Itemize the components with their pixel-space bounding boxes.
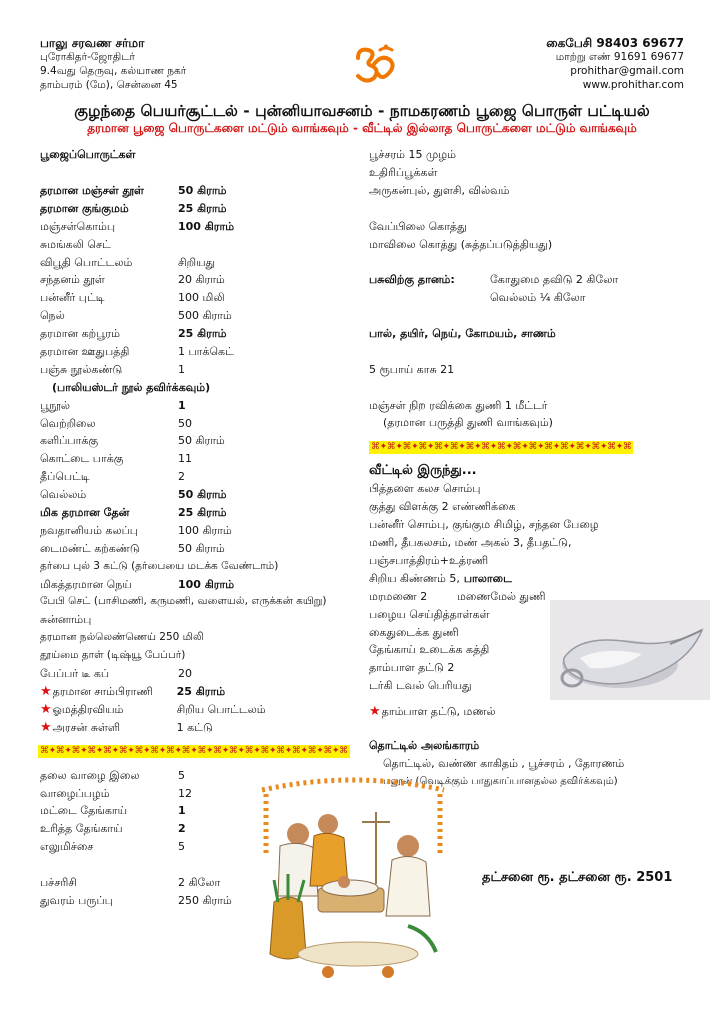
- item-name: தரமான குங்குமம்: [40, 201, 129, 215]
- list-item: [40, 558, 350, 576]
- item-name: தர்பை புல் 3 கட்டு (தர்பையை மடக்க வேண்டாம்): [40, 559, 279, 572]
- item-name: பேபி செட் (பாசிமணி, கருமணி, வளையல், எருக்கன் கயிறு): [40, 595, 327, 608]
- item-name: பஞ்சு நூல்கண்டு: [40, 362, 123, 376]
- item-quantity: 250 கிராம்: [178, 893, 232, 907]
- item-quantity: 100 கிராம்: [178, 219, 235, 233]
- silver-lamp-image: [550, 600, 710, 700]
- item-name: தூய்மை தாள் (டிஷ்யூ பேப்பர்): [40, 649, 186, 662]
- item-quantity: 100 மிலி: [178, 291, 225, 305]
- item-name: நவதானியம் கலப்பு: [40, 523, 138, 537]
- item-quantity: 500 கிராம்: [178, 309, 232, 323]
- item-quantity: 20 கிராம்: [178, 273, 225, 287]
- cow-donation-label: பசுவிற்கு தானம்:: [369, 273, 455, 287]
- item-name: மஞ்சள்கொம்பு: [40, 219, 116, 233]
- item-name: கொட்டை பாக்கு: [40, 452, 124, 466]
- dakshina-amount: தட்சனை ரூ. தட்சனை ரூ. 2501: [482, 870, 673, 885]
- item-name: களிப்பாக்கு: [40, 434, 99, 448]
- item-name: சுன்னாம்பு: [40, 613, 92, 627]
- item-name: மிக தரமான தேன்: [40, 506, 130, 520]
- list-item: பித்தளை கலச சொம்பு: [369, 482, 481, 496]
- milk-spoon: பாலாடை: [463, 571, 512, 585]
- item-name: சந்தனம் தூள்: [40, 273, 105, 287]
- header-contact-left: [40, 36, 186, 92]
- section-heading: பூஜைப்பொருட்கள்: [40, 148, 136, 161]
- item-name: பூநூல்: [40, 398, 70, 412]
- decorative-divider: ⌘✦⌘✦⌘✦⌘✦⌘✦⌘✦⌘✦⌘✦⌘✦⌘✦⌘✦⌘✦⌘✦⌘✦⌘✦⌘✦⌘✦⌘✦⌘✦⌘: [40, 746, 348, 757]
- item-name: நெல்: [40, 309, 65, 323]
- item-quantity: 11: [178, 452, 192, 466]
- cow-donation: [369, 271, 689, 289]
- header-contact-right: [546, 36, 684, 92]
- item-name: வெற்றிலை: [40, 416, 96, 430]
- item-name: தரமான ஊதுபத்தி: [40, 345, 130, 359]
- plate-sand: தாம்பாள தட்டு, மணல்: [381, 705, 496, 719]
- list-item: [40, 611, 350, 629]
- puja-items-list: [40, 182, 350, 737]
- list-item: [40, 379, 350, 397]
- star-icon: ★: [369, 704, 381, 720]
- list-item: டர்கி டவல் பெரியது: [369, 679, 472, 693]
- item-quantity: சிறியது: [178, 255, 216, 269]
- item-name: பேப்பர் டீ கப்: [40, 667, 110, 681]
- website: www.prohithar.com: [582, 79, 684, 91]
- blouse-cloth: மஞ்சள் நிற ரவிக்கை துணி 1 மீட்டர்: [369, 398, 548, 412]
- item-name: எலுமிச்சை: [40, 840, 94, 854]
- list-item: [40, 450, 350, 468]
- priest-name: பாலு சரவண சர்மா: [40, 36, 145, 50]
- divider-row: [40, 737, 350, 767]
- list-item: [40, 629, 350, 647]
- flower-string: பூச்சரம் 15 முழம்: [369, 148, 456, 161]
- item-quantity: 1 கட்டு: [176, 720, 213, 734]
- star-icon: ★: [40, 701, 52, 717]
- item-name: தரமான நல்லெண்ணெய் 250 மிலி: [40, 631, 204, 644]
- item-name: சுமங்கலி செட்: [40, 237, 111, 251]
- item-name: மிகத்தரமான நெய்: [40, 577, 132, 591]
- item-name: வாழைப்பழம்: [40, 786, 110, 800]
- list-item: கைதுடைக்க துணி: [369, 625, 459, 639]
- item-quantity: 50 கிராம்: [178, 488, 227, 502]
- list-item: [40, 593, 350, 611]
- list-item: பழைய செய்தித்தாள்கள்: [369, 607, 490, 621]
- item-quantity: 50 கிராம்: [178, 434, 225, 448]
- loose-flowers: உதிரிப்பூக்கள்: [369, 165, 438, 179]
- item-quantity: சிறிய பொட்டலம்: [176, 702, 266, 716]
- item-quantity: 2: [178, 470, 185, 484]
- dairy-items: பால், தயிர், நெய், கோமயம், சாணம்: [369, 326, 556, 340]
- item-name: தரமான கற்பூரம்: [40, 327, 120, 341]
- item-quantity: 1 பாக்கெட்: [178, 345, 234, 359]
- list-item: [40, 397, 350, 415]
- list-item: குத்து விளக்கு 2 எண்ணிக்கை: [369, 500, 516, 514]
- item-name: ஓமத்திரவியம்: [52, 702, 124, 716]
- list-item: [40, 468, 350, 486]
- item-quantity: 50 கிராம்: [178, 541, 225, 555]
- list-item: மணி, தீபகலசம், மண் அகல் 3, தீபதட்டு,: [369, 536, 572, 550]
- list-item: [40, 182, 350, 200]
- om-symbol-icon: [352, 44, 398, 84]
- item-quantity: 5: [178, 768, 185, 782]
- list-item: [40, 343, 350, 361]
- item-name: டைமண்ட் கற்கண்டு: [40, 541, 140, 555]
- naming-ceremony-illustration: [258, 776, 448, 994]
- item-name: பன்னீர் புட்டி: [40, 291, 105, 305]
- list-item: [40, 540, 350, 558]
- item-name: தலை வாழை இலை: [40, 768, 140, 782]
- item-name: (பாலியஸ்டர் நூல் தவிர்க்கவும்): [52, 380, 211, 394]
- list-item: தாம்பாள தட்டு 2: [369, 661, 455, 675]
- home-items-list: [369, 480, 689, 570]
- balloon-note: பலூன் (வெடிக்கும் பாதுகாப்பானதல்ல தவிர்க்கவும்): [383, 775, 618, 787]
- list-item: [40, 576, 350, 594]
- neem-leaves: வேப்பிலை கொத்து: [369, 219, 467, 233]
- item-name: பச்சரிசி: [40, 876, 77, 890]
- list-item: [40, 504, 350, 522]
- item-quantity: 25 கிராம்: [178, 506, 227, 520]
- blouse-cloth-note: (தரமான பருத்தி துணி வாங்கவும்): [383, 416, 553, 430]
- address-line-1: 9.4வது தெருவு, கல்யாண நகர்: [40, 65, 187, 77]
- item-name: தீப்பெட்டி: [40, 470, 90, 484]
- cow-donation-item-1: கோதுமை தவிடு 2 கிலோ: [490, 273, 619, 287]
- item-quantity: 2: [178, 822, 186, 836]
- list-item: [40, 486, 350, 504]
- cow-donation-item-2: வெல்லம் ¼ கிலோ: [490, 291, 586, 305]
- list-item: [40, 307, 350, 325]
- wooden-plank: மரமணை 2: [369, 589, 428, 603]
- cradle-heading: தொட்டில் அலங்காரம்: [369, 739, 480, 753]
- item-name: தரமான மஞ்சள் தூள்: [40, 184, 144, 197]
- item-quantity: 12: [178, 786, 192, 800]
- phone-number: கைபேசி 98403 69677: [546, 36, 684, 50]
- list-item: [40, 415, 350, 433]
- list-item: [40, 325, 350, 343]
- list-item: [40, 289, 350, 307]
- small-bowl: சிறிய கிண்ணம் 5,: [369, 571, 460, 585]
- list-item: [40, 236, 350, 254]
- item-name: விபூதி பொட்டலம்: [40, 255, 133, 269]
- page-title: குழந்தை பெயர்சூட்டல் - புன்னியாவசனம் - நாமகரணம் பூஜை பொருள் பட்டியல்: [74, 102, 650, 120]
- list-item: [40, 647, 350, 665]
- plank-cloth: மணைமேல் துணி: [457, 589, 546, 603]
- item-quantity: 100 கிராம்: [178, 523, 232, 537]
- item-name: துவரம் பருப்பு: [40, 893, 113, 907]
- decorative-divider: ⌘✦⌘✦⌘✦⌘✦⌘✦⌘✦⌘✦⌘✦⌘✦⌘✦⌘✦⌘✦⌘✦⌘✦⌘✦⌘✦⌘: [371, 441, 632, 452]
- star-icon: ★: [40, 719, 52, 735]
- item-name: மட்டை தேங்காய்: [40, 804, 128, 818]
- list-item: பன்னீர் சொம்பு, குங்கும சிமிழ், சந்தன பேழை: [369, 518, 599, 532]
- home-heading: வீட்டில் இருந்து...: [369, 463, 477, 479]
- list-item: பஞ்சபாத்திரம்+உத்ரணி: [369, 553, 489, 567]
- item-quantity: 25 கிராம்: [178, 201, 227, 215]
- priest-role: புரோகிதர்-ஜோதிடர்: [40, 51, 136, 63]
- mango-leaves: மாவிலை கொத்து (சுத்தப்படுத்தியது): [369, 237, 553, 251]
- item-quantity: 2 கிலோ: [178, 876, 221, 890]
- item-quantity: 50: [178, 416, 192, 430]
- list-item: [40, 522, 350, 540]
- item-quantity: 100 கிராம்: [178, 577, 235, 591]
- list-item: [40, 254, 350, 272]
- list-item: [40, 200, 350, 218]
- item-quantity: 5: [178, 840, 185, 854]
- item-quantity: 1: [178, 398, 186, 412]
- list-item: [40, 665, 350, 683]
- item-name: உரித்த தேங்காய்: [40, 822, 123, 836]
- page-subtitle: தரமான பூஜை பொருட்களை மட்டும் வாங்கவும் - வீட்டில் இல்லாத பொருட்களை மட்டும் வாங்கவும்: [87, 121, 637, 135]
- item-name: தரமான சாம்பிராணி: [52, 684, 153, 698]
- list-item: [40, 432, 350, 450]
- item-quantity: 25 கிராம்: [176, 684, 226, 698]
- coins: 5 ரூபாய் காசு 21: [369, 362, 455, 376]
- address-line-2: தாம்பரம் (மே), சென்னை 45: [40, 79, 178, 91]
- list-item: [40, 701, 350, 719]
- email-address: prohithar@gmail.com: [570, 65, 684, 77]
- grass-tulsi: அருகன்புல், துளசி, வில்வம்: [369, 183, 510, 197]
- list-item: [40, 719, 350, 737]
- list-item: [40, 218, 350, 236]
- list-item: [40, 271, 350, 289]
- cradle-items: தொட்டில், வண்ண காகிதம் , பூச்சரம் , தோரணம்: [383, 756, 625, 770]
- item-name: அரசன் சுள்ளி: [52, 720, 121, 734]
- item-quantity: 25 கிராம்: [178, 327, 227, 341]
- list-item: தேங்காய் உடைக்க கத்தி: [369, 643, 490, 657]
- item-name: வெல்லம்: [40, 488, 87, 502]
- item-quantity: 20: [178, 667, 192, 681]
- item-quantity: 1: [178, 804, 186, 818]
- item-quantity: 50 கிராம்: [178, 184, 227, 197]
- list-item: [40, 683, 350, 701]
- star-icon: ★: [40, 683, 52, 699]
- item-quantity: 1: [178, 362, 185, 376]
- alt-phone-number: மாற்று எண் 91691 69677: [555, 51, 684, 63]
- list-item: [40, 361, 350, 379]
